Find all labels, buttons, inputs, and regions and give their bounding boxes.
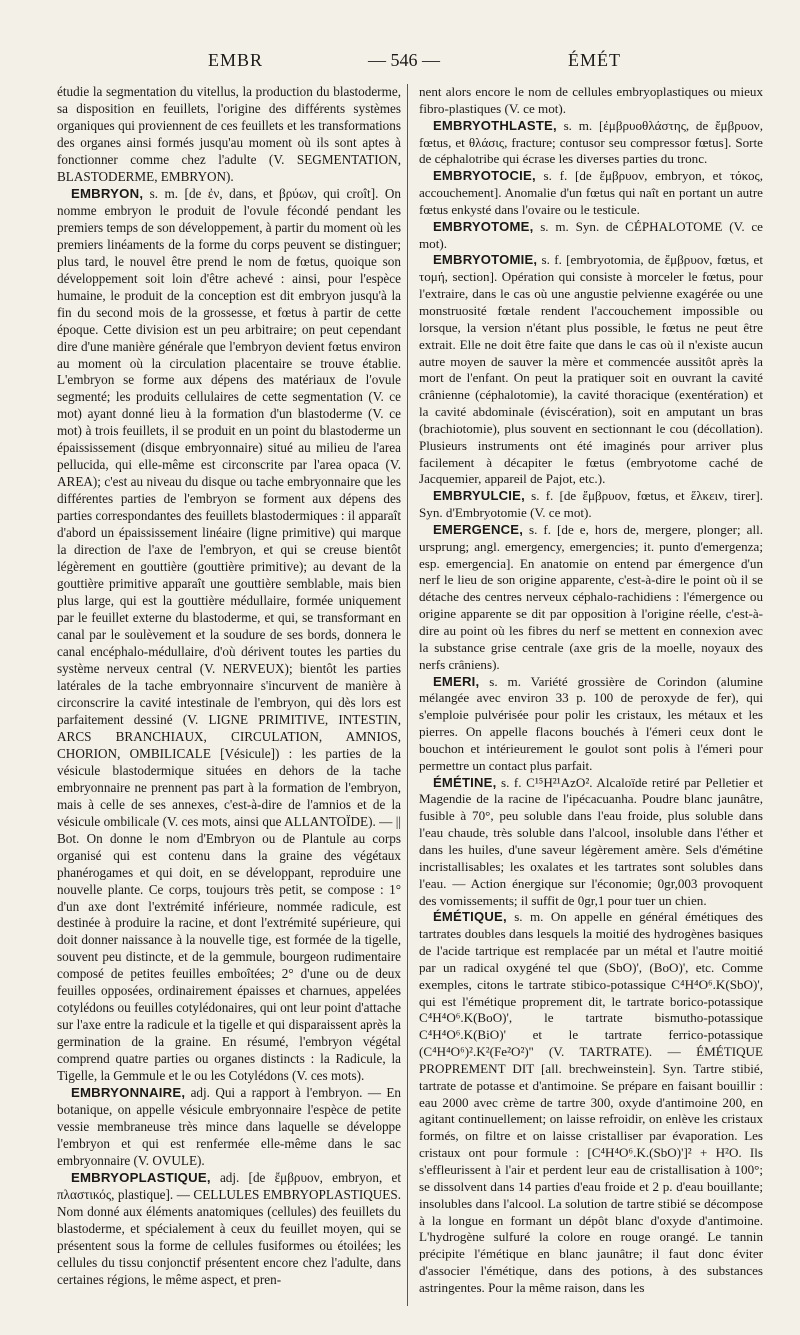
entry-embryotome [419,219,763,253]
entry-embryulcie [419,488,763,522]
entry-text: étudie la segmentation du vitellus, la production du blastoderme, sa disposition en feuillets, l'origine des différents systèmes organiques qui proviennent de ces feuillets et les transformations des organes ainsi formés jusqu'au moment où ils sont aptes à fonctionner comme chez l'adulte (V. SEGMENTATION, BLASTODERME, EMBRYON). [57,84,401,184]
entry-text: s. m. Syn. de CÉPHALOTOME (V. ce mot). [419,218,763,251]
entry-text: nent alors encore le nom de cellules embryoplastiques ou mieux fibro-plastiques (V. ce mot). [419,84,763,116]
entry-text: s. m. [de ἐν, dans, et βρύων, qui croît]. On nomme embryon le produit de l'ovule fécondé pendant les premiers temps de son développement, à partir du moment où les premiers linéaments de la forme du corps peuvent se distinguer; plus tard, le nouvel être prend le nom de fœtus, quoique son développement soit loin d'être achevé : ainsi, pour l'espèce humaine, le produit de la conception est dit embryon jusqu'à la fin du second mois de la grossesse, et fœtus à partir de cette époque. Cette division est un peu arbitraire; on peut cependant dire d'une manière générale que l'embryon devient fœtus environ au moment où la circulation placentaire se trouve établie. L'embryon se forme aux dépens des matériaux de l'ovule segmenté; les produits cellulaires de cette segmentation (V. ce mot) ayant donné lieu à la formation d'un blastoderme (V. ce mot) à trois feuillets, il se produit en un point du blastoderme un épaississement (disque embryonnaire) situé au milieu de l'area pellucida, qui elle-même est circonscrite par l'area opaca (V. AREA); c'est au niveau du disque ou tache embryonnaire que les différentes parties de l'embryon se forment aux dépens des parties correspondantes des feuillets blastodermiques : il apparaît d'abord un épaississement linéaire (ligne primitive) qui marque la direction de l'axe de l'embryon, et qui se creuse bientôt légèrement en gouttière (gouttière primitive); au devant de la gouttière primitive apparaît une gouttière semblable, mais bien plus large, qui est la gouttière médullaire, formée uniquement par le feuillet externe du blastoderme, et qui, se transformant en canal par le soulèvement et la soudure de ses bords, donnera le canal encéphalo-médullaire, d'où dérivent toutes les parties du système nerveux central (V. NERVEUX); bientôt les parties latérales de la tache embryonnaire s'incurvent de manière à circonscrire la cavité intestinale de l'embryon, qui dès lors est parfaitement dessiné (V. LIGNE PRIMITIVE, INTESTIN, ARCS BRANCHIAUX, CIRCULATION, AMNIOS, CHORION, OMBILICALE [Vésicule]) : les parties de la vésicule blastodermique situées en dehors de la tache embryonnaire ne prennent pas part à la formation de l'embryon, mais à celle de ses annexes, c'est-à-dire de l'amnios et de la vésicule ombilicale (V. ces mots, ainsi que ALLANTOÏDE). — || Bot. On donne le nom d'Embryon ou de Plantule au corps organisé qui est contenu dans la graine des végétaux phanérogames et qui doit, en se développant, reproduire une nouvelle plante. Ce corps, toujours très petit, se compose : 1° d'un axe dont l'extrémité inférieure, nommée radicule, est destinée à produire la racine, et dont l'extrémité supérieure, qui doit donner naissance à la nouvelle tige, est formée de la tigelle, souvent peu distincte, et de la gemmule, bourgeon rudimentaire composé de petites feuilles emboîtées; 2° d'une ou de deux feuilles opposées, ordinairement épaisses et charnues, appelées cotylédons ou feuilles cotylédonaires, qui ont leur point d'attache sur l'axe entre la radicule et la tigelle et qui disparaissent après la germination de la graine. En résumé, l'embryon végétal comprend quatre parties ou organes distincts : la Radicule, la Tigelle, la Gemmule et le ou les Cotylédons (V. ces mots). [57,185,401,1084]
entry-text: s. m. Variété grossière de Corindon (alumine mélangée avec environ 33 p. 100 de peroxyde de fer), qui s'emploie pulvérisée pour polir les cristaux, les métaux et les pierres. On appelle flacons bouchés à l'émeri ceux dont le bouchon et intérieurement le goulot sont polis à l'émeri pour permettre un contact plus parfait. [419,673,763,773]
header-left-guideword: EMBR [208,50,264,70]
entry-embryotocie [419,168,763,219]
entry-embryonnaire [57,1085,401,1170]
entry-emetine [419,775,763,910]
entry-headword: EMBRYOPLASTIQUE, [71,1170,211,1185]
entry-headword: ÉMÉTINE, [433,774,497,790]
entry-headword: EMBRYON, [71,185,144,201]
entry-text: s. f. [de e, hors de, mergere, plonger; all. ursprung; angl. emergency, emergencies; it. punto d'emergenza; esp. emergencia]. En anatomie on entend par émergence d'un nerf le lieu de son origine apparente, c'est-à-dire le point où il se détache des centres nerveux céphalo-rachidiens : l'émergence ou origine apparente se dit par opposition à l'origine réelle, c'est-à-dire au point où les fibres du nerf se mettent en connexion avec la substance grise centrale (axe gris de la moelle, noyaux des nerfs crâniens). [419,521,763,672]
entry-headword: EMBRYONNAIRE, [71,1085,186,1101]
entry-headword: EMBRYOTOME, [433,218,534,234]
entry-emeri [419,674,763,775]
entry-text: s. f. [embryotomia, de ἔμβρυον, fœtus, et τομή, section]. Opération qui consiste à morceler le fœtus, pour l'extraire, dans le cas où une angustie pelvienne exagérée ou une monstruosité fœtale rendent l'accouchement impossible ou lorsque, la version n'étant plus possible, le fœtus ne peut être extrait. Elle ne doit être faite que dans le cas où il n'existe aucun autre moyen de sauver la mère et commencée aussitôt après la mort de l'enfant. On peut la pratiquer soit en ouvrant la cavité crânienne (céphalotomie), la cavité thoracique (exentération) et la cavité abdominale (éviscération), soit en amputant un bras (brachiotomie), plus souvent en sectionnant le cou (décollation). Plusieurs instruments ont été imaginés pour arriver plus facilement à décapiter le fœtus (embryotome caché de Jacquemier, appareil de Pajot, etc.). [419,252,763,487]
entry-text: s. f. C¹⁵H²¹AzO². Alcaloïde retiré par Pelletier et Magendie de la racine de l'ipécacuanha. Poudre blanc jaunâtre, fusible à 70°, peu soluble dans l'eau froide, plus soluble dans l'eau chaude, très soluble dans l'alcool, insoluble dans l'éther et dans les huiles, d'une saveur légèrement amère. Sels d'émétine incristallisables; les oxalates et les tartrates sont solubles dans l'eau. — Action énergique sur l'économie; 0gr,003 provoquent des vomissements; il suffit de 0gr,1 pour tuer un chien. [419,774,763,908]
entry-headword: EMBRYULCIE, [433,488,525,504]
right-column [419,84,763,1297]
running-header [58,50,766,80]
entry-embryotomie [419,252,763,488]
entry-text: s. m. [ἐμβρυοθλάστης, de ἔμβρυον, fœtus, et θλάσις, fracture; contusor seu compressor fœtus]. Sorte de céphalotribe qui écrase les diverses parties du tronc. [419,117,763,167]
entry-embryon [57,186,401,1085]
entry-headword: EMBRYOTOCIE, [433,168,536,184]
entry-headword: ÉMÉTIQUE, [433,909,507,925]
entry-headword: EMBRYOTOMIE, [433,252,538,268]
entry-text: s. f. [de ἔμβρυον, embryon, et τόκος, accouchement]. Anomalie d'un fœtus qui naît en portant un autre fœtus enkysté dans l'ovaire ou le testicule. [419,168,763,217]
entry-text: adj. [de ἔμβρυον, embryon, et πλαστικός, plastique]. — CELLULES EMBRYOPLASTIQUES. Nom donné aux éléments anatomiques (cellules) des feuillets du blastoderme, et spécialement à ceux du feuillet moyen, qui se présentent sous la forme de cellules fusiformes ou étoilées; les cellules du tissu conjonctif présentent encore chez l'adulte, dans certaines régions, le même aspect, et pren- [57,1170,401,1287]
entry-headword: EMBRYOTHLASTE, [433,117,557,133]
entry-embryothlaste [419,118,763,169]
entry-headword: EMERI, [433,673,480,689]
entry-emergence [419,522,763,674]
entry-headword: EMERGENCE, [433,521,524,537]
entry-continuation [57,84,401,186]
left-column [57,84,401,1289]
entry-embryoplastique [57,1170,401,1289]
entry-text: s. m. On appelle en général émétiques des tartrates doubles dans lesquels la moitié des hydrogènes basiques de l'acide tartrique est remplacée par un métal et l'autre moitié par un radical oxygéné tel que (SbO)', (BoO)', etc. Comme exemples, citons le tartrate stibico-potassique C⁴H⁴O⁶.K(SbO)', qui est l'émétique proprement dit, le tartrate borico-potassique C⁴H⁴O⁶.K(BoO)', le tartrate bismutho-potassique C⁴H⁴O⁶.K(BiO)' et le tartrate ferrico-potassique (C⁴H⁴O⁶)².K²(Fe²O²)'' (V. TARTRATE). — ÉMÉTIQUE PROPREMENT DIT [all. brechweinstein]. Syn. Tartre stibié, tartrate de potasse et d'antimoine. Se prépare en faisant bouillir : eau 2000 avec crème de tartre 300, oxyde d'antimoine 200, en agitant continuellement; on laisse refroidir, on enlève les cristaux formés, on filtre et on laisse cristalliser par évaporation. Les cristaux ont pour formule : [C⁴H⁴O⁶.K.(SbO)']² + H²O. Ils s'effleurissent à l'air et perdent leur eau de cristallisation à 100°; se dissolvent dans 14 parties d'eau froide et 2 p. d'eau bouillante; insolubles dans l'alcool. La solution de tartre stibié se décompose à la longue en formant un dépôt blanc d'oxyde d'antimoine. L'hydrogène sulfuré la colore en rouge orangé. Le tannin précipite l'émétique en blanc jaunâtre; il faut donc éviter d'associer l'émétique, dans des potions, à des substances astringentes. Pour la même raison, dans les [419,909,763,1295]
entry-text: s. f. [de ἔμβρυον, fœtus, et ἕλκειν, tirer]. Syn. d'Embryotomie (V. ce mot). [419,488,763,521]
header-right-guideword: ÉMÉT [568,50,621,70]
column-divider [407,84,408,1306]
entry-continuation [419,84,763,118]
page-number: — 546 — [368,50,440,70]
entry-text: adj. Qui a rapport à l'embryon. — En botanique, on appelle vésicule embryonnaire l'espèce de petite vessie membraneuse très mince dans laquelle se développe l'embryon et qui est renfermée elle-même dans le sac embryonnaire (V. OVULE). [57,1085,401,1169]
entry-emetique [419,909,763,1296]
